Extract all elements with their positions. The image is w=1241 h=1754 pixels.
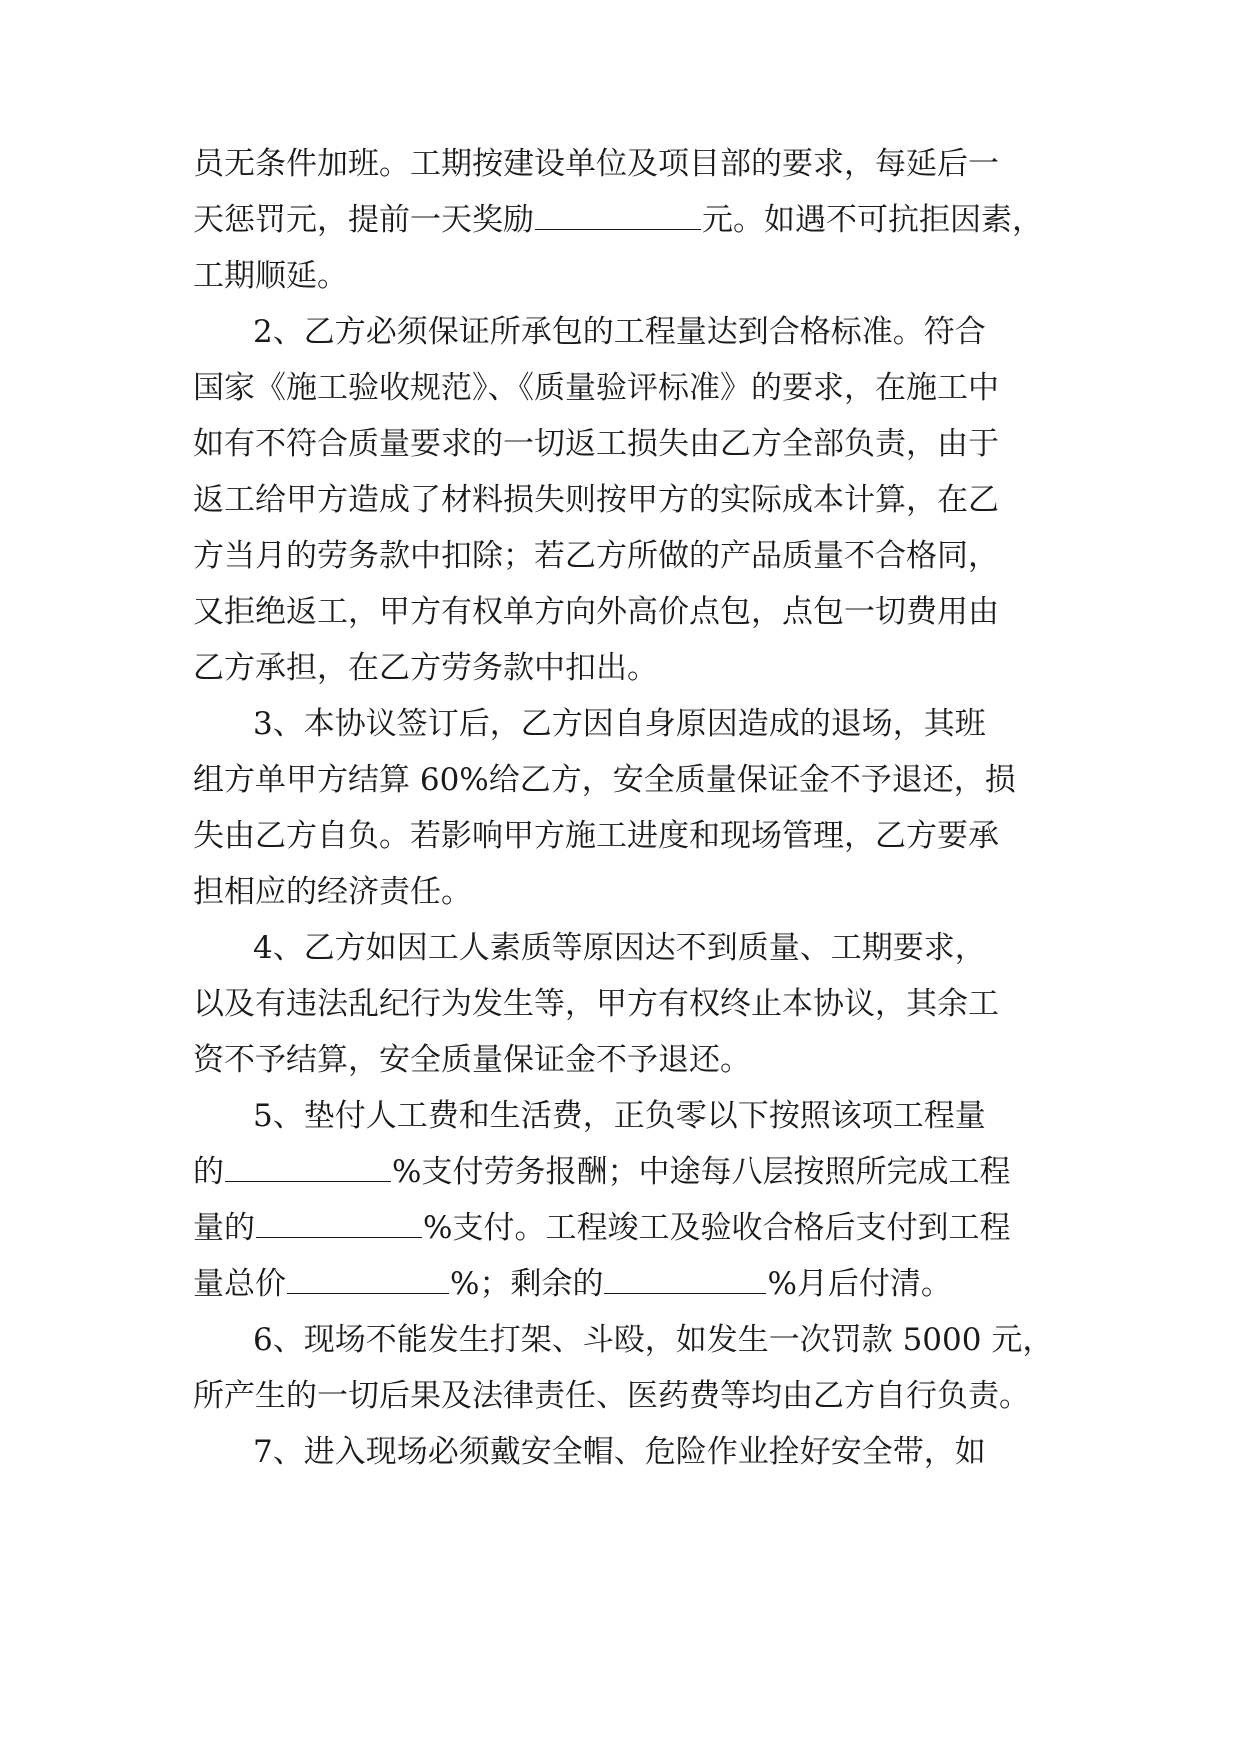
text-line: [193, 256, 348, 296]
text-line: [193, 1264, 952, 1304]
text-segment: 2、乙方必须保证所承包的工程量达到合格标准。符合: [253, 314, 986, 350]
text-segment: %；剩余的: [450, 1266, 604, 1302]
fill-in-blank[interactable]: [256, 1209, 422, 1238]
text-segment: 的: [193, 1154, 224, 1190]
text-segment: 量的: [193, 1210, 255, 1246]
fill-in-blank[interactable]: [225, 1153, 391, 1182]
text-segment: 7、进入现场必须戴安全帽、危险作业拴好安全带，如: [253, 1434, 986, 1470]
text-segment: 又拒绝返工，甲方有权单方向外高价点包，点包一切费用由: [193, 594, 999, 630]
paragraph-start-line: [253, 928, 986, 968]
paragraph-start-line: [253, 1432, 986, 1472]
text-segment: 工期顺延。: [193, 258, 348, 294]
text-segment: 失由乙方自负。若影响甲方施工进度和现场管理，乙方要承: [193, 818, 999, 854]
text-line: [193, 424, 999, 464]
text-line: [193, 816, 999, 856]
text-segment: %月后付清。: [767, 1266, 952, 1302]
text-segment: 如有不符合质量要求的一切返工损失由乙方全部负责，由于: [193, 426, 999, 462]
text-line: [193, 536, 999, 576]
text-segment: %支付。工程竣工及验收合格后支付到工程: [423, 1210, 1011, 1246]
text-line: [193, 1152, 1010, 1192]
text-segment: 以及有违法乱纪行为发生等，甲方有权终止本协议，其余工: [193, 986, 999, 1022]
text-line: [193, 1208, 1010, 1248]
text-line: [193, 1376, 1030, 1416]
text-line: [193, 1040, 751, 1080]
text-segment: 返工给甲方造成了材料损失则按甲方的实际成本计算，在乙: [193, 482, 999, 518]
text-segment: 量总价: [193, 1266, 286, 1302]
text-segment: 所产生的一切后果及法律责任、医药费等均由乙方自行负责。: [193, 1378, 1030, 1414]
text-line: [193, 872, 472, 912]
text-line: [193, 144, 999, 184]
text-segment: 国家《施工验收规范》、《质量验评标准》的要求，在施工中: [193, 370, 999, 406]
text-line: [193, 984, 999, 1024]
text-segment: 元。如遇不可抗拒因素，: [702, 202, 1043, 238]
text-segment: 方当月的劳务款中扣除；若乙方所做的产品质量不合格同，: [193, 538, 999, 574]
text-segment: 天惩罚元，提前一天奖励: [193, 202, 534, 238]
text-segment: 资不予结算，安全质量保证金不予退还。: [193, 1042, 751, 1078]
text-line: [193, 480, 999, 520]
text-line: [193, 760, 1016, 800]
text-line: [193, 368, 999, 408]
paragraph-start-line: [253, 312, 986, 352]
text-line: [193, 648, 658, 688]
text-segment: %支付劳务报酬；中途每八层按照所完成工程: [392, 1154, 1011, 1190]
text-line: [193, 200, 1043, 240]
paragraph-start-line: [253, 1320, 1053, 1360]
text-segment: 4、乙方如因工人素质等原因达不到质量、工期要求，: [253, 930, 986, 966]
text-segment: 3、本协议签订后，乙方因自身原因造成的退场，其班: [253, 706, 986, 742]
fill-in-blank[interactable]: [287, 1265, 449, 1294]
text-segment: 担相应的经济责任。: [193, 874, 472, 910]
text-line: [193, 592, 999, 632]
text-segment: 5、垫付人工费和生活费，正负零以下按照该项工程量: [253, 1098, 986, 1134]
fill-in-blank[interactable]: [535, 201, 701, 230]
text-segment: 6、现场不能发生打架、斗殴，如发生一次罚款 5000 元，: [253, 1322, 1054, 1358]
text-segment: 组方单甲方结算 60%给乙方，安全质量保证金不予退还，损: [193, 762, 1016, 798]
text-segment: 员无条件加班。工期按建设单位及项目部的要求，每延后一: [193, 146, 999, 182]
paragraph-start-line: [253, 704, 986, 744]
paragraph-start-line: [253, 1096, 986, 1136]
fill-in-blank[interactable]: [604, 1265, 766, 1294]
text-segment: 乙方承担，在乙方劳务款中扣出。: [193, 650, 658, 686]
